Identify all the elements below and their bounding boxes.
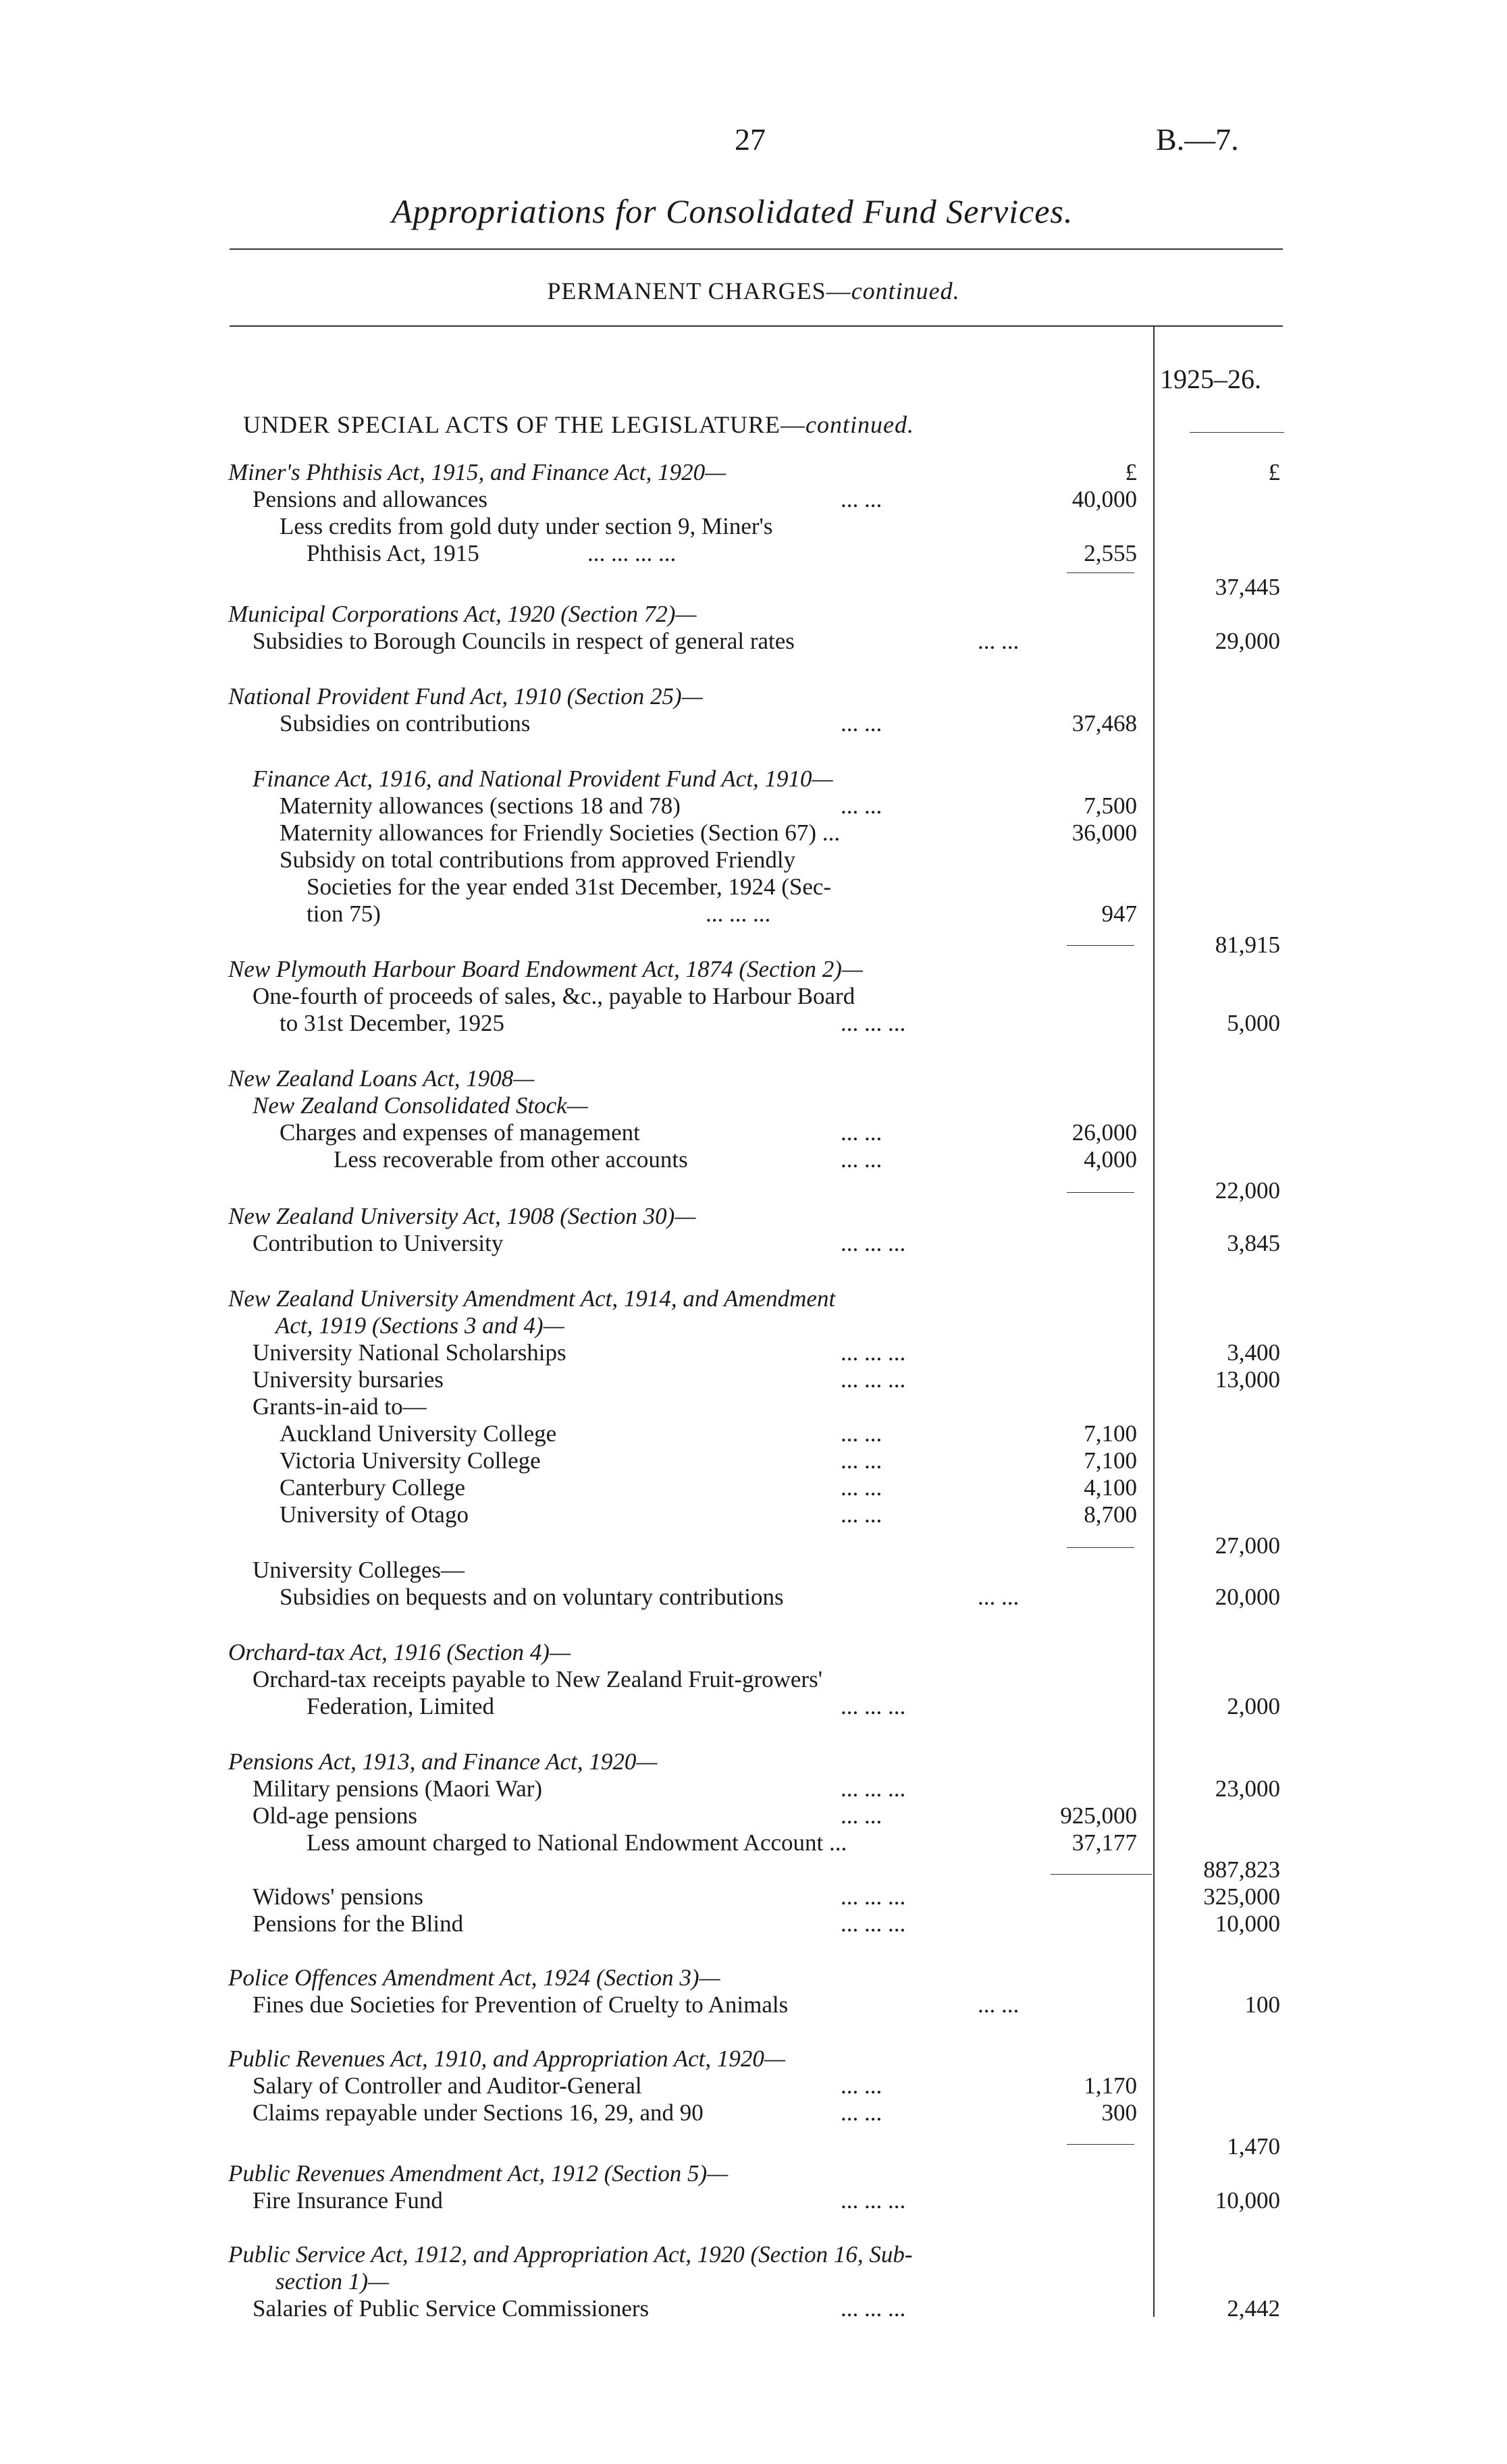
line-label: University of Otago <box>280 1501 469 1528</box>
leader-dots: ... ... ... <box>841 1910 906 1937</box>
amount: 1,170 <box>1084 2072 1137 2099</box>
total-amount: 325,000 <box>1203 1883 1280 1910</box>
total-amount: 3,845 <box>1227 1230 1280 1256</box>
line-label: Societies for the year ended 31st December, 1924 (Sec- <box>307 874 832 900</box>
line-label: Fines due Societies for Prevention of Cruelty to Animals <box>253 1991 789 2018</box>
line-label: University bursaries <box>253 1366 444 1393</box>
leader-dots: ... ... ... <box>841 1230 906 1256</box>
table-top-rule <box>230 325 1283 327</box>
leader-dots: ... ... ... ... <box>587 540 677 566</box>
act-title: Pensions Act, 1913, and Finance Act, 1920— <box>228 1748 658 1775</box>
line-label: Less credits from gold duty under section 9, Miner's <box>280 513 773 539</box>
line-label: Claims repayable under Sections 16, 29, and 90 <box>253 2099 704 2126</box>
amount: 7,100 <box>1084 1420 1137 1447</box>
line-label: Subsidies on contributions <box>280 710 531 736</box>
line-label: Military pensions (Maori War) <box>253 1775 543 1802</box>
amount: 4,000 <box>1084 1146 1137 1173</box>
act-title: Municipal Corporations Act, 1920 (Section 72)— <box>228 601 697 627</box>
line-label: Less recoverable from other accounts <box>334 1146 688 1173</box>
subtotal-rule <box>1067 1192 1134 1193</box>
total-amount: 10,000 <box>1215 1910 1280 1937</box>
act-title: Public Revenues Act, 1910, and Appropriation Act, 1920— <box>228 2045 785 2072</box>
leader-dots: ... ... <box>841 1474 882 1501</box>
line-label: Auckland University College <box>280 1420 557 1447</box>
leader-dots: ... ... ... <box>841 1366 906 1393</box>
leader-dots: ... ... <box>841 1119 882 1146</box>
year-header: 1925–26. <box>1160 364 1261 394</box>
year-header-rule <box>1190 432 1284 433</box>
leader-dots: ... ... <box>841 1420 882 1447</box>
leader-dots: ... ... ... <box>706 901 771 927</box>
total-amount: 29,000 <box>1215 628 1280 654</box>
amount: 36,000 <box>1072 820 1137 846</box>
line-label: Phthisis Act, 1915 <box>307 540 479 566</box>
line-label: Subsidy on total contributions from approved Friendly <box>280 847 796 873</box>
total-amount: 2,442 <box>1227 2295 1280 2322</box>
total-amount: 13,000 <box>1215 1366 1280 1393</box>
leader-dots: ... ... <box>978 1991 1020 2018</box>
amount: 40,000 <box>1072 486 1137 512</box>
act-title: Public Service Act, 1912, and Appropriation Act, 1920 (Section 16, Sub- <box>228 2241 913 2268</box>
leader-dots: ... ... ... <box>841 1883 906 1910</box>
act-title: New Plymouth Harbour Board Endowment Act, 1874 (Section 2)— <box>228 956 864 982</box>
amount: 925,000 <box>1060 1802 1137 1829</box>
line-label: Orchard-tax receipts payable to New Zealand Fruit-growers' <box>253 1666 823 1692</box>
act-title: Police Offences Amendment Act, 1924 (Section 3)— <box>228 1964 720 1991</box>
line-label: Fire Insurance Fund <box>253 2187 443 2214</box>
total-amount: 20,000 <box>1215 1584 1280 1610</box>
total-amount: 100 <box>1244 1991 1280 2018</box>
total-amount: 3,400 <box>1227 1339 1280 1366</box>
line-label: to 31st December, 1925 <box>280 1010 504 1036</box>
subheading: New Zealand Consolidated Stock— <box>253 1092 588 1119</box>
subtotal-rule <box>1051 1874 1152 1875</box>
total-amount: 887,823 <box>1203 1856 1280 1883</box>
amount: 26,000 <box>1072 1119 1137 1146</box>
line-label: Pensions and allowances <box>253 486 487 512</box>
line-label: Salary of Controller and Auditor-General <box>253 2072 642 2099</box>
leader-dots: ... ... ... <box>841 2187 906 2214</box>
amount: 37,177 <box>1072 1829 1137 1856</box>
total-amount: 2,000 <box>1227 1693 1280 1719</box>
line-label: Charges and expenses of management <box>280 1119 640 1146</box>
page-title: Appropriations for Consolidated Fund Services. <box>392 192 1074 230</box>
act-title: New Zealand University Act, 1908 (Section 30)— <box>228 1203 696 1229</box>
leader-dots: ... ... <box>978 1584 1020 1610</box>
section-heading: PERMANENT CHARGES—continued. <box>547 277 960 304</box>
line-label: One-fourth of proceeds of sales, &c., payable to Harbour Board <box>253 983 855 1009</box>
line-label: University National Scholarships <box>253 1339 566 1366</box>
line-label: Widows' pensions <box>253 1883 423 1910</box>
line-label: tion 75) <box>307 901 381 927</box>
leader-dots: ... ... <box>841 2072 882 2099</box>
line-label: Maternity allowances (sections 18 and 78) <box>280 793 681 819</box>
act-title: Act, 1919 (Sections 3 and 4)— <box>275 1312 564 1339</box>
total-amount: 81,915 <box>1215 932 1280 958</box>
subtotal-rule <box>1067 2144 1134 2145</box>
leader-dots: ... ... ... <box>841 1775 906 1802</box>
act-title: Finance Act, 1916, and National Provident Fund Act, 1910— <box>253 766 833 792</box>
leader-dots: ... ... ... <box>841 1693 906 1719</box>
amount: 4,100 <box>1084 1474 1137 1501</box>
leader-dots: ... ... <box>841 793 882 819</box>
line-label: Victoria University College <box>280 1447 541 1474</box>
line-label: Less amount charged to National Endowment Account ... <box>307 1829 847 1856</box>
act-title: Orchard-tax Act, 1916 (Section 4)— <box>228 1639 571 1665</box>
total-amount: 37,445 <box>1215 574 1280 600</box>
leader-dots: ... ... <box>841 1146 882 1173</box>
leader-dots: ... ... <box>978 628 1020 654</box>
amount: 2,555 <box>1084 540 1137 566</box>
group-heading: UNDER SPECIAL ACTS OF THE LEGISLATURE—continued. <box>243 411 915 438</box>
amount: 7,500 <box>1084 793 1137 819</box>
act-title: section 1)— <box>275 2268 390 2295</box>
line-label: Grants-in-aid to— <box>253 1393 427 1420</box>
act-title: Miner's Phthisis Act, 1915, and Finance Act, 1920— <box>228 459 726 485</box>
line-label: Salaries of Public Service Commissioners <box>253 2295 650 2322</box>
total-column-divider <box>1153 325 1155 2317</box>
leader-dots: ... ... ... <box>841 2295 906 2322</box>
amount: 37,468 <box>1072 710 1137 736</box>
act-title: Public Revenues Amendment Act, 1912 (Section 5)— <box>228 2160 729 2187</box>
total-amount: 22,000 <box>1215 1177 1280 1204</box>
leader-dots: ... ... <box>841 2099 882 2126</box>
line-label: Subsidies on bequests and on voluntary contributions <box>280 1584 784 1610</box>
line-label: Contribution to University <box>253 1230 504 1256</box>
line-label: Subsidies to Borough Councils in respect of general rates <box>253 628 795 654</box>
currency-sign: £ <box>1268 459 1280 485</box>
leader-dots: ... ... <box>841 486 882 512</box>
amount: 7,100 <box>1084 1447 1137 1474</box>
total-amount: 1,470 <box>1227 2133 1280 2160</box>
leader-dots: ... ... <box>841 1501 882 1528</box>
act-title: National Provident Fund Act, 1910 (Section 25)— <box>228 683 703 709</box>
total-amount: 10,000 <box>1215 2187 1280 2214</box>
line-label: Pensions for the Blind <box>253 1910 464 1937</box>
leader-dots: ... ... <box>841 1802 882 1829</box>
total-amount: 23,000 <box>1215 1775 1280 1802</box>
leader-dots: ... ... ... <box>841 1010 906 1036</box>
leader-dots: ... ... <box>841 710 882 736</box>
leader-dots: ... ... <box>841 1447 882 1474</box>
amount: 8,700 <box>1084 1501 1137 1528</box>
line-label: Canterbury College <box>280 1474 466 1501</box>
subtotal-rule <box>1067 572 1134 573</box>
amount: 947 <box>1101 901 1137 927</box>
title-rule <box>230 248 1283 250</box>
currency-sign: £ <box>1125 459 1137 485</box>
subtotal-rule <box>1067 945 1134 946</box>
line-label: Old-age pensions <box>253 1802 417 1829</box>
amount: 300 <box>1101 2099 1137 2126</box>
line-label: University Colleges— <box>253 1557 465 1583</box>
total-amount: 27,000 <box>1215 1532 1280 1559</box>
line-label: Federation, Limited <box>307 1693 494 1719</box>
document-reference: B.—7. <box>1156 122 1239 157</box>
subtotal-rule <box>1067 1547 1134 1548</box>
act-title: New Zealand University Amendment Act, 1914, and Amendment <box>228 1285 836 1312</box>
total-amount: 5,000 <box>1227 1010 1280 1036</box>
act-title: New Zealand Loans Act, 1908— <box>228 1065 535 1092</box>
leader-dots: ... ... ... <box>841 1339 906 1366</box>
line-label: Maternity allowances for Friendly Societies (Section 67) ... <box>280 820 841 846</box>
page-number: 27 <box>735 122 766 157</box>
